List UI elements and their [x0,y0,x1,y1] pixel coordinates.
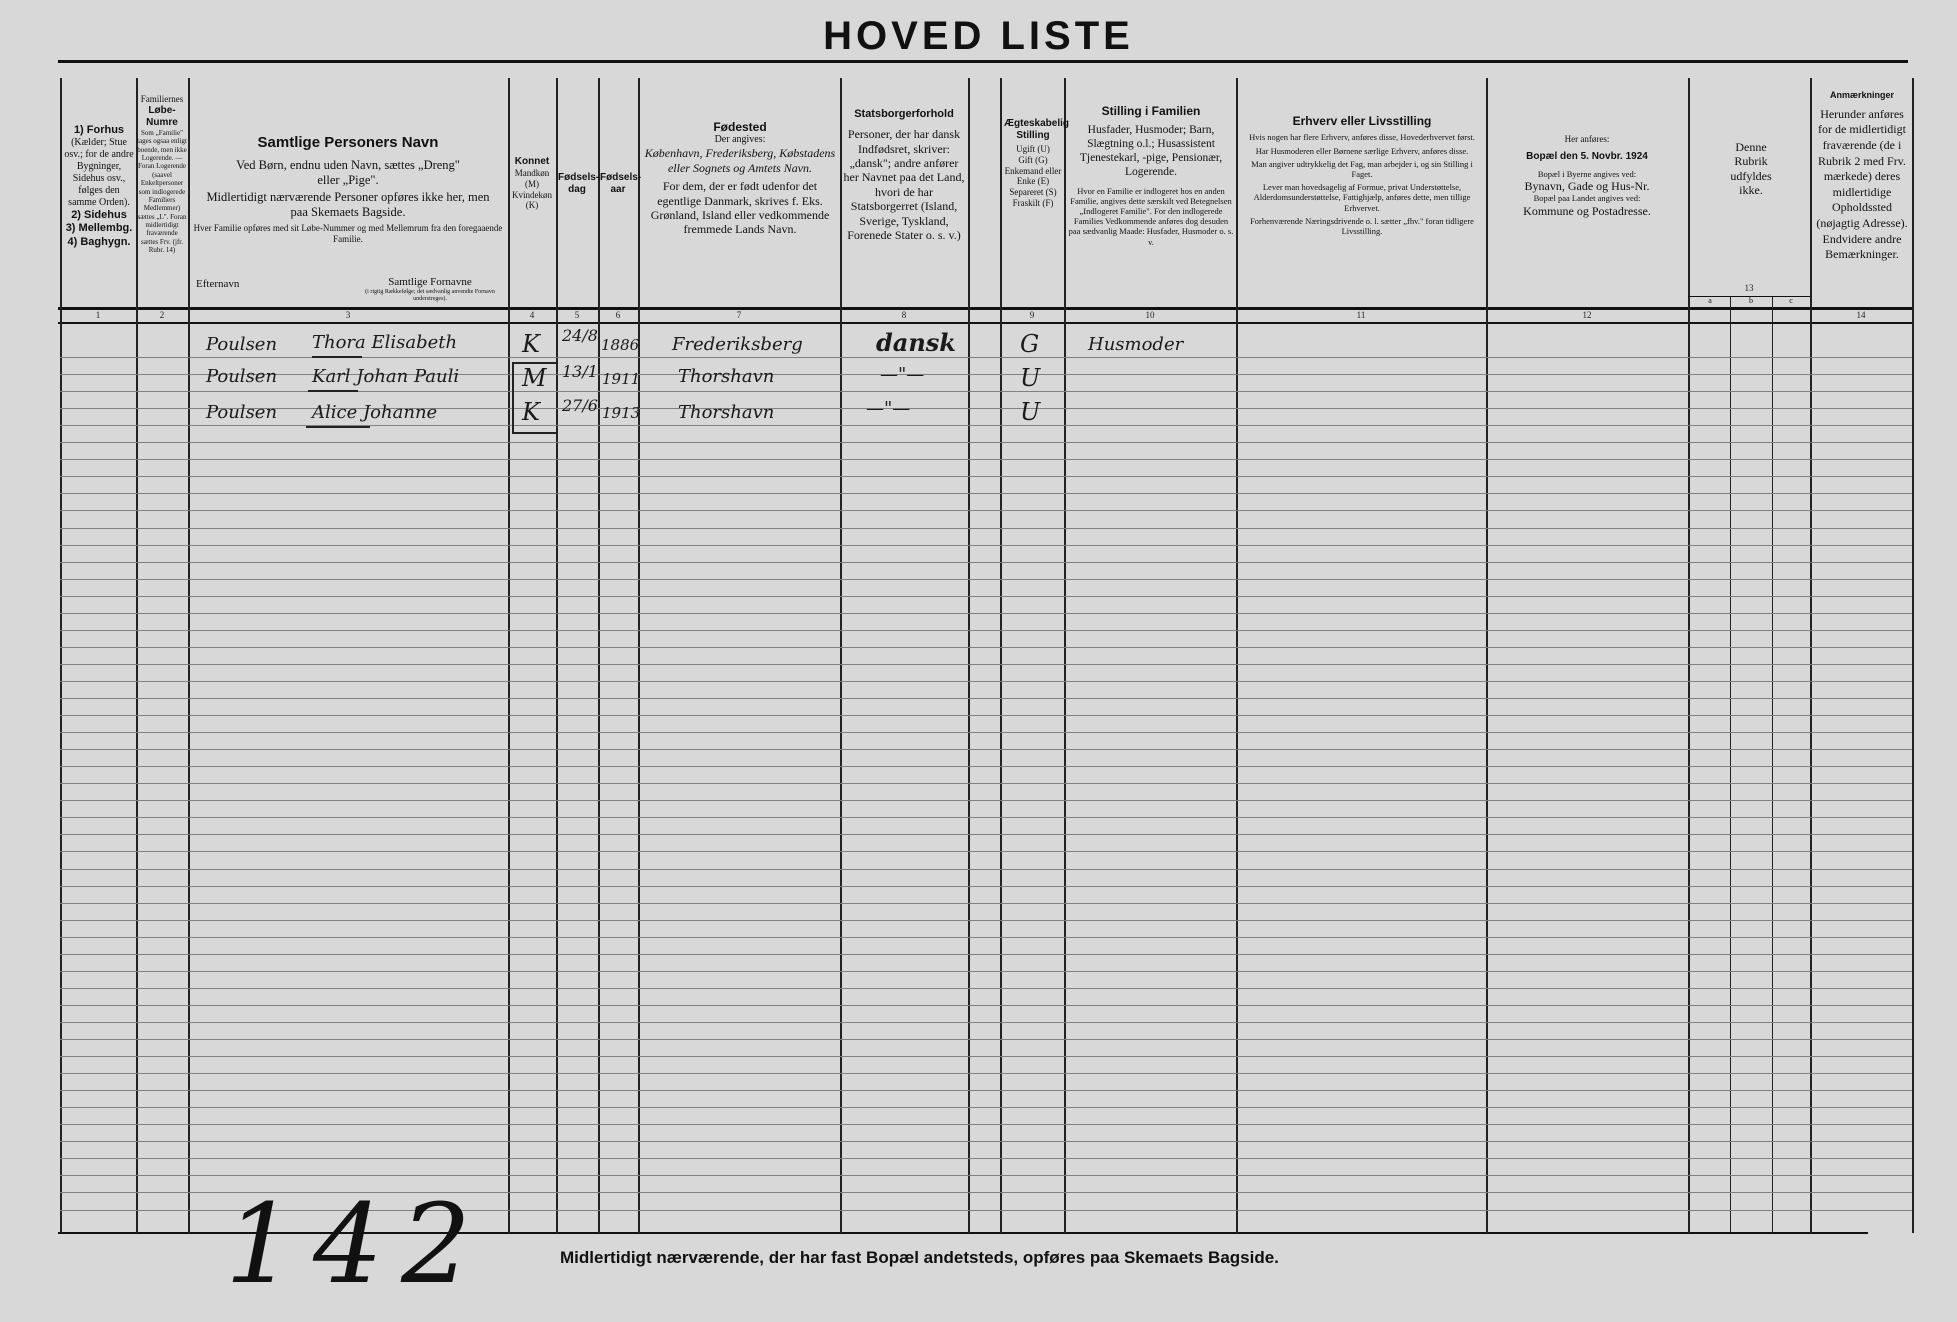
col-divider-10 [1000,78,1002,1233]
header-col-3-fornavne-note: (i rigtig Rækkefølge; det sædvanlig anvendte Fornavn understreges). [365,289,495,303]
entry-koen: K [522,330,540,358]
header-col-8-body: Personer, der har dansk Indfødsret, skriver: „dansk"; andre anfører her Navnet paa det Land, hvori de har Statsborgerret (Island, Sverige, Tyskland, Forenede Stater o. s. v.) [843,127,965,242]
col-divider-4 [508,78,510,1233]
header-col-3-line2: Midlertidigt nærværende Personer opføres ikke her, men paa Skemaets Bagside. [206,190,490,219]
entry-fornavne: Thora Elisabeth [312,332,458,353]
colnum-6: 6 [615,310,621,320]
col-divider-13c [1772,296,1773,1233]
header-col-12-l6: Kommune og Postadresse. [1523,203,1651,218]
header-col-3-fornavne [350,276,510,304]
col-divider-14 [1688,78,1690,1233]
ruled-line [60,613,1912,614]
entry-aar: 1913 [602,404,641,422]
header-col-4-m: Mandkøn (M) [514,168,550,189]
ruled-line [60,579,1912,580]
col-divider-1 [60,78,62,1233]
entry-stilling: U [1020,398,1041,426]
header-col-10 [1068,104,1234,247]
entry-efternavn: Poulsen [206,366,278,387]
entry-efternavn: Poulsen [206,334,278,355]
ruled-line [60,1056,1912,1057]
header-col-11-l4: Lever man hovedsagelig af Formue, privat Understøttelse, Alderdomsunderstøttelse, Fattighjælp, anføres dette, men tillige Erhvervet. [1253,182,1471,213]
ruled-line [60,1107,1912,1108]
ruled-line [60,954,1912,955]
colnum-10: 10 [1145,310,1155,320]
col-divider-8 [840,78,842,1233]
colnum-2: 2 [159,310,165,320]
header-col-9 [1004,118,1070,209]
ruled-line [60,749,1912,750]
header-col-3-title: Samtlige Personers Navn [257,134,439,151]
colnum-12: 12 [1582,310,1592,320]
entry-stilling: G [1020,330,1040,358]
entry-statsborger: —"— [880,364,925,385]
header-col-12-l4: Bynavn, Gade og Hus-Nr. [1524,178,1650,193]
entry-fodested: Thorshavn [678,402,775,423]
header-col-14-body: Herunder anføres for de midlertidigt fraværende (de i Rubrik 2 med Frv. mærkede) deres midlertidige Opholdssted (nøjagtig Adresse). Endvidere andre Bemærkninger. [1816,106,1908,262]
header-col-14 [1814,90,1910,263]
header-col-5-l2: dag [568,184,586,195]
entry-fodested: Frederiksberg [672,334,803,355]
colnum-14: 14 [1856,310,1866,320]
header-col-12-l3: Bopæl i Byerne angives ved: [1537,168,1637,179]
header-col-7-l2: København, Frederiksberg, Købstadens eller Sognets og Amtets Navn. [644,146,836,175]
entry-koen: K [522,398,540,426]
col-divider-13 [1486,78,1488,1233]
colnum-5: 5 [574,310,580,320]
header-col-14-title: Anmærkninger [1829,90,1894,100]
header-col-9-s: Separeret (S) [1009,187,1057,198]
header-col-9-f: Fraskilt (F) [1012,197,1054,208]
ruled-line [60,1073,1912,1074]
colnum-3: 3 [345,310,351,320]
ruled-line [60,476,1912,477]
header-col-6-l2: aar [610,184,626,195]
ruled-line [60,715,1912,716]
header-col-2-note: Som „Familie" tages ogsaa enligt boende, men ikke Logerende. — Foran Logerende (saavel Enkeltpersoner som indlogerede Familiers Medlemmer) sættes „L". Foran midlertidigt fraværende sættes Frv. (jfr. Rubr. 14) [137,128,187,255]
ruled-line [60,920,1912,921]
header-col-9-title: Ægteskabelig Stilling [1004,118,1070,141]
header-col-6-l1: Fødsels- [600,172,642,183]
ruled-line [60,1141,1912,1142]
header-col-1 [64,124,134,249]
firstname-underline-3 [306,426,370,428]
colnum-4: 4 [529,310,535,320]
header-col-4-k: Kvindekøn (K) [512,189,552,211]
header-col-5 [558,172,600,196]
header-col-8-title: Statsborgerforhold [854,108,954,120]
col-divider-3 [188,78,190,1233]
header-col-1-forhus: 1) Forhus [73,124,125,136]
ruled-line [60,647,1912,648]
ruled-line [60,851,1912,852]
entry-stilling: U [1020,364,1041,392]
col-divider-6 [598,78,600,1233]
entry-fornavne: Karl Johan Pauli [312,366,460,387]
ruled-line [60,596,1912,597]
entry-dag: 27/6 [562,396,598,415]
header-col-11 [1242,114,1482,236]
ruled-line [60,869,1912,870]
ruled-line [60,988,1912,989]
entry-aar: 1886 [601,336,640,354]
header-col-7-l3: For dem, der er født udenfor det egentlige Danmark, skrives f. Eks. Grønland, Island eller vedkommende fremmede Lands Navn. [650,179,830,237]
header-col-4 [510,156,554,211]
ruled-line [60,1175,1912,1176]
header-col-12-l2: Bopæl den 5. Novbr. 1924 [1526,150,1648,162]
header-col-4-title: Konnet [514,156,550,167]
entry-familie: Husmoder [1088,334,1184,355]
header-col-7-title: Fødested [713,120,767,134]
header-col-1-mellembg: 3) Mellembg. [65,222,133,235]
header-col-8 [842,108,966,242]
entry-aar: 1911 [602,370,641,388]
ruled-line [60,459,1912,460]
header-col-9-g: Gift (G) [1018,154,1048,165]
colnum-9: 9 [1029,310,1035,320]
koen-box-mark [512,362,558,434]
ruled-line [60,766,1912,767]
ruled-line [60,937,1912,938]
top-border [58,60,1908,63]
header-col-1-baghygn: 4) Baghygn. [67,235,131,248]
header-col-9-e: Enkemand eller Enke (E) [1004,165,1062,187]
header-col-2 [137,94,187,255]
col-divider-12 [1236,78,1238,1233]
header-col-2-familiernes: Familiernes [140,94,184,104]
firstname-underline-1 [312,356,362,358]
ruled-line [60,886,1912,887]
ruled-line [60,562,1912,563]
entry-dag: 13/1 [562,362,598,381]
form-title: HOVED LISTE [823,14,1134,58]
header-col-11-l5: Forhenværende Næringsdrivende o. l. sætter „fhv." foran tidligere Livsstilling. [1250,215,1474,236]
column-number-border [58,322,1912,324]
ruled-line [60,903,1912,904]
header-col-13: Denne Rubrik udfyldes ikke. [1730,140,1772,198]
header-col-11-l3: Man angiver udtrykkelig det Fag, man arbejder i, og sin Stilling i Faget. [1251,158,1473,179]
ruled-line [60,1124,1912,1125]
ruled-line [60,545,1912,546]
ruled-line [60,1090,1912,1091]
header-col-1-note: (Kælder; Stue osv.; for de andre Bygninger, Sidehus osv., følges den samme Orden). [64,137,134,209]
ruled-line [60,834,1912,835]
entry-statsborger: —"— [866,398,911,419]
header-col-13-sub-b: b [1749,296,1753,305]
ruled-line [60,800,1912,801]
colnum-13: 13 [1744,283,1754,293]
entry-fornavne: Alice Johanne [312,402,438,423]
footer-note: Midlertidigt nærværende, der har fast Bopæl andetsteds, opføres paa Skemaets Bagside. [560,1248,1279,1267]
ruled-line [60,698,1912,699]
col-divider-7 [638,78,640,1233]
header-col-3-fornavne-label: Samtlige Fornavne [388,276,472,288]
ruled-line [60,783,1912,784]
ruled-line [60,817,1912,818]
header-col-11-l2: Har Husmoderen eller Børnene særlige Erhverv, anføres disse. [1255,145,1469,156]
header-col-9-u: Ugift (U) [1016,144,1050,154]
ruled-line [60,1158,1912,1159]
header-col-11-l1: Hvis nogen har flere Erhverv, anføres disse, Hovederhvervet først. [1249,132,1475,143]
entry-efternavn: Poulsen [206,402,278,423]
colnum-11: 11 [1356,310,1366,320]
header-col-5-l1: Fødsels- [558,172,600,183]
sheet-number: 142 [225,1180,489,1308]
col-divider-11 [1064,78,1066,1233]
ruled-line [60,493,1912,494]
ruled-line [60,528,1912,529]
ruled-line [60,510,1912,511]
ruled-line [60,442,1912,443]
entry-fodested: Thorshavn [678,366,775,387]
firstname-underline-2 [308,390,358,392]
entry-statsborger: dansk [876,328,956,357]
header-col-2-lobenumre: Løbe-Numre [146,104,178,128]
ruled-line [60,1039,1912,1040]
ruled-line [60,664,1912,665]
header-col-12-l5: Bopæl paa Landet angives ved: [1533,193,1641,204]
header-col-13-sub-a: a [1708,296,1712,305]
header-col-1-sidehus: 2) Sidehus [71,209,127,222]
header-col-6 [600,172,642,196]
entry-koen: M [522,364,547,392]
header-col-10-l1: Husfader, Husmoder; Barn, Slægtning o.l.; Husassistent Tjenestekarl, -pige, Pensionær, Logerende. [1079,124,1223,178]
header-col-13-sub-c: c [1789,296,1793,305]
header-col-12-l1: Her anføres: [1564,134,1610,144]
ruled-line [60,732,1912,733]
header-col-3-efternavn: Efternavn [196,278,240,290]
colnum-1: 1 [95,310,101,320]
entry-dag: 24/8 [562,326,598,345]
col-divider-5 [556,78,558,1233]
ruled-line [60,630,1912,631]
header-col-10-l2: Hvor en Familie er indlogeret hos en anden Familie, angives dette særskilt ved Betegnelsen „Indlogeret Familie". For den indlogerede Families Vedkommende anføres dog desuden paa sædvanlig Maade: Husfader, Husmoder o. s. v. [1068,185,1234,247]
header-col-10-title: Stilling i Familien [1101,104,1201,118]
header-col-11-title: Erhverv eller Livsstilling [1292,114,1432,128]
col-divider-16 [1912,78,1914,1233]
header-col-12 [1490,134,1684,218]
colnum-8: 8 [901,310,907,320]
ruled-line [60,971,1912,972]
header-col-7 [644,120,836,237]
ruled-line [60,681,1912,682]
col-divider-9 [968,78,970,1233]
colnum-7: 7 [736,310,742,320]
header-col-7-l1: Der angives: [714,134,766,146]
col-divider-13b [1730,296,1731,1233]
col-divider-15 [1810,78,1812,1233]
header-col-3-line3: Hver Familie opføres med sit Løbe-Nummer og med Mellemrum fra den foregaaende Familie. [193,223,503,244]
ruled-line [60,1005,1912,1006]
header-col-3 [192,134,504,245]
ruled-line [60,1022,1912,1023]
header-col-3-line1: Ved Børn, endnu uden Navn, sættes „Dreng" eller „Pige". [236,158,460,187]
